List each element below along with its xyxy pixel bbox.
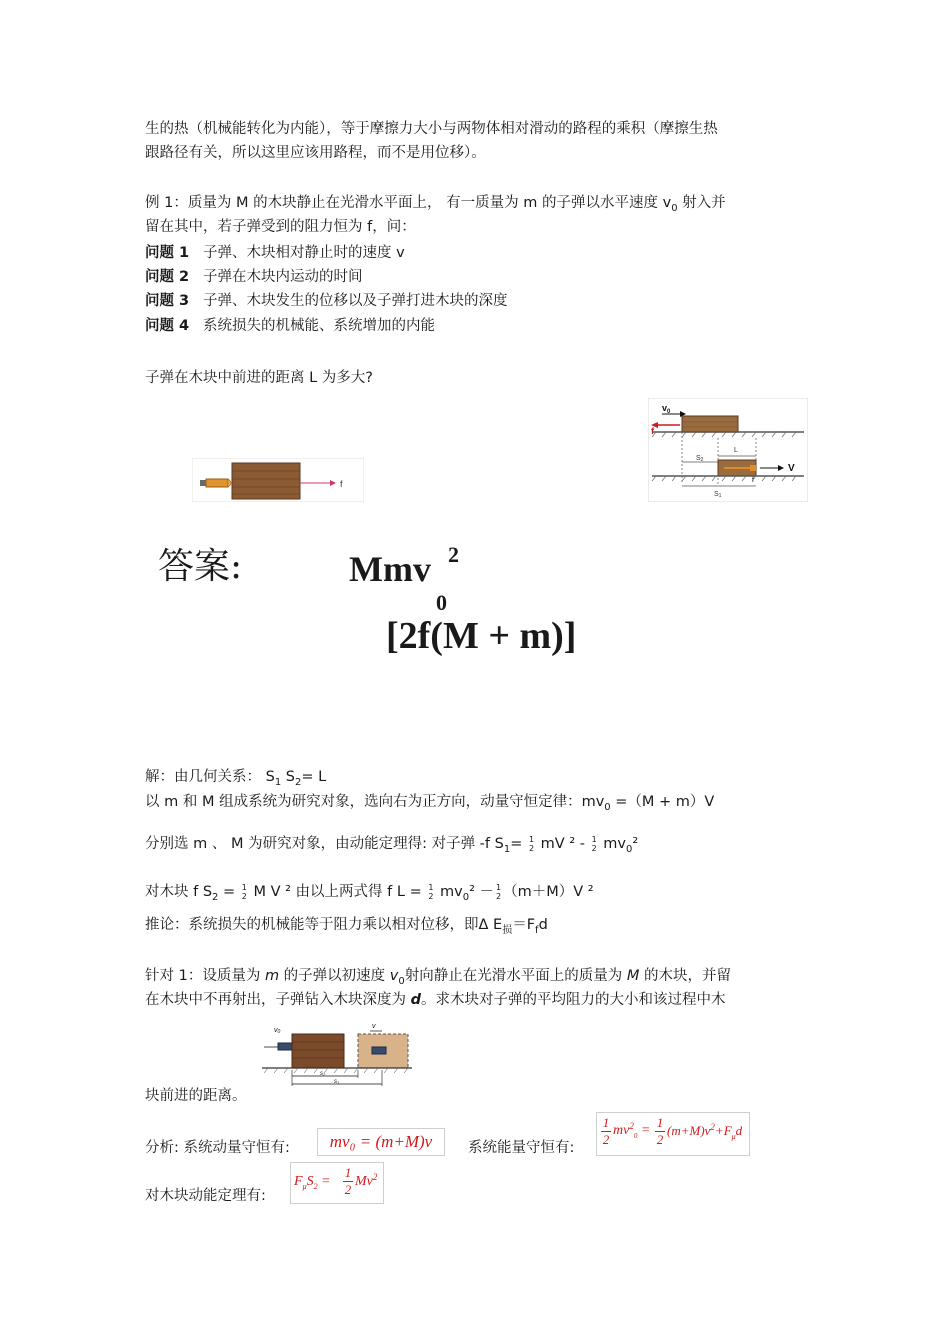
v0-label: $v_0$ — [662, 403, 671, 415]
distance-question: 子弹在木块中前进的距离 L 为多大? — [145, 370, 373, 386]
answer-subscript: 0 — [436, 590, 447, 615]
exercise-v0-label: v0 — [274, 1027, 281, 1035]
solution-geometry: 解：由几何关系： $S_1$ $S_2= L$ — [145, 769, 327, 788]
exercise-line-3: 块前进的距离。 — [145, 1088, 247, 1104]
analysis-energy-label: 系统能量守恒有: — [468, 1140, 575, 1156]
momentum-formula: mv₀ = (m+M)v — [317, 1128, 445, 1156]
answer-denominator: [2f(M + m)] — [386, 615, 577, 657]
V-label: V — [788, 463, 795, 474]
s1-label: S1 — [714, 491, 722, 499]
answer-numerator: Mmv — [349, 549, 431, 589]
analysis-momentum-label: 分析: 系统动量守恒有: — [145, 1140, 290, 1156]
answer-exponent: 2 — [448, 542, 459, 567]
kinetic-formula: $F_\mu S_2$ = 1 2 Mv$^2$ — [290, 1162, 384, 1204]
diagram-exercise — [262, 1020, 412, 1092]
solution-block: 对木块 f $S_2$ = 1 2 M V ² 由以上两式得 f L = 1 2 $mv_0^2$ － 1 2 （m＋M）V ² — [145, 883, 594, 903]
diagram-bullet-block-motion — [648, 398, 808, 502]
question-4: 问题 4 系统损失的机械能、系统增加的内能 — [145, 318, 435, 334]
s2-label: S2 — [696, 455, 704, 463]
L-label: L — [734, 447, 738, 454]
intro-line-1: 生的热（机械能转化为内能），等于摩擦力大小与两物体相对滑动的路程的乘积（摩擦生热 — [145, 121, 718, 137]
answer-label: 答案: — [158, 546, 243, 587]
example-line-2: 留在其中，若子弹受到的阻力恒为 f，问： — [145, 219, 416, 235]
exercise-line-2: 在木块中不再射出，子弹钻入木块深度为 d。求木块对子弹的平均阻力的大小和该过程中木 — [145, 992, 726, 1008]
question-3: 问题 3 子弹、木块发生的位移以及子弹打进木块的深度 — [145, 293, 508, 309]
exercise-s2-label: s2 — [320, 1071, 326, 1077]
solution-energy: 分别选 m 、 M 为研究对象，由动能定理得: 对子弹 -f $S_1=$ 1 2 mV ² - 1 2 $mv_0^2$ — [145, 835, 639, 855]
friction-lower-label: f — [752, 477, 754, 484]
exercise-v-label: v — [372, 1023, 376, 1030]
solution-inference: 推论：系统损失的机械能等于阻力乘以相对位移，即Δ $E_损=F_fd$ — [145, 917, 548, 936]
solution-momentum: 以 m 和 M 组成系统为研究对象，选向右为正方向，动量守恒定律：$mv_0 =(M + m)V$ — [145, 794, 715, 813]
diagram-bullet-entering-block — [192, 458, 364, 502]
exercise-line-1: 针对 1：设质量为 m 的子弹以初速度 $v_0$射向静止在光滑水平面上的质量为 M 的木块，并留 — [145, 968, 731, 987]
friction-label: f — [651, 426, 654, 436]
question-1: 问题 1 子弹、木块相对静止时的速度 v — [145, 245, 405, 261]
exercise-s1-label: s1 — [334, 1079, 340, 1085]
energy-formula: 1 2 $mv^2_0$ = 1 2 $(m+M)v^2+F_\mu d$ — [596, 1112, 750, 1156]
upper-block — [682, 416, 738, 432]
friction-label-left: f — [340, 479, 343, 489]
analysis-kinetic-label: 对木块动能定理有: — [145, 1188, 266, 1204]
intro-line-2: 跟路径有关，所以这里应该用路程，而不是用位移）。 — [145, 145, 486, 161]
example-line-1: 例 1：质量为 M 的木块静止在光滑水平面上， 有一质量为 m 的子弹以水平速度 $v_0$ 射入并 — [145, 195, 726, 214]
question-2: 问题 2 子弹在木块内运动的时间 — [145, 269, 363, 285]
bullet — [206, 479, 228, 487]
